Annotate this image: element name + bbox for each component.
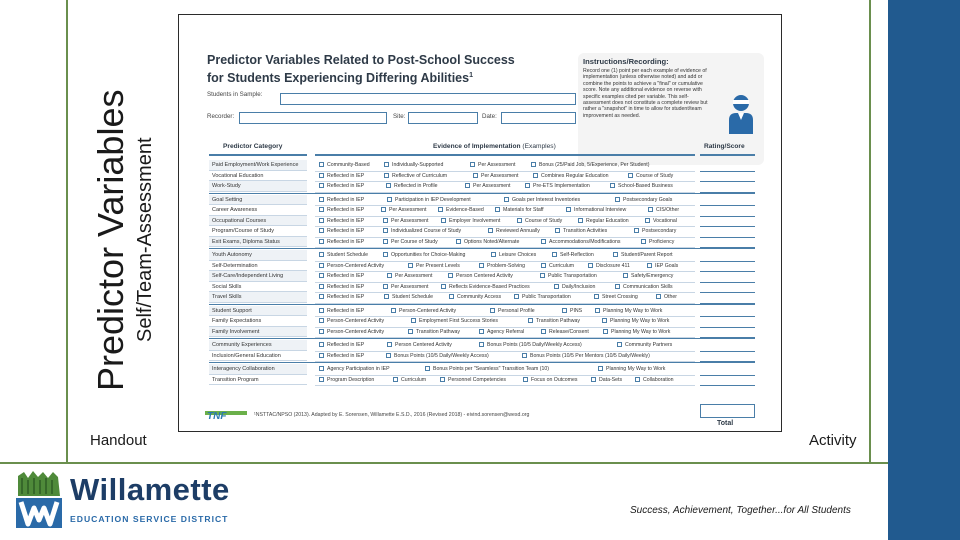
evidence-checkbox[interactable]: Student Schedule <box>384 293 433 301</box>
date-label: Date: <box>482 113 497 120</box>
tnf-logo: TNF <box>207 411 227 422</box>
evidence-checkbox[interactable]: Regular Education <box>578 217 629 225</box>
header-underline-evidence <box>315 154 695 156</box>
evidence-checkbox[interactable]: Program Description <box>319 376 374 384</box>
evidence-checkbox[interactable]: Person-Centered Activity <box>319 317 384 325</box>
frame-line-right <box>869 0 871 462</box>
evidence-checkbox[interactable]: Planning My Way to Work <box>603 328 670 336</box>
evidence-checkbox[interactable]: Participation in IEP Development <box>387 196 471 204</box>
predictor-category: Self-Care/Independent Living <box>209 271 307 282</box>
doc-title-line1: Predictor Variables Related to Post-School Success <box>207 53 515 67</box>
evidence-checkbox[interactable]: Employer Involvement <box>441 217 500 225</box>
evidence-list <box>315 292 695 304</box>
evidence-checkbox[interactable]: Personal Profile <box>490 307 535 315</box>
evidence-checkbox[interactable]: Postsecondary <box>634 227 676 235</box>
evidence-checkbox[interactable]: IEP Goals <box>647 262 678 270</box>
evidence-checkbox[interactable]: Reflected in IEP <box>319 352 364 360</box>
predictor-row <box>179 195 782 206</box>
predictor-row <box>179 261 782 272</box>
evidence-checkbox[interactable]: Student Schedule <box>319 251 368 259</box>
predictor-row <box>179 171 782 182</box>
evidence-checkbox[interactable]: Reflected in IEP <box>319 293 364 301</box>
evidence-checkbox[interactable]: Materials for Staff <box>495 206 544 214</box>
slide-subtitle: Self/Team-Assessment <box>134 137 156 342</box>
doc-title-footnote: 1 <box>469 72 473 79</box>
evidence-checkbox[interactable]: Bonus Points (10/5 Per Mentors (10/5 Daily/Weekly) <box>522 352 650 360</box>
predictor-row <box>179 340 782 351</box>
willamette-tree-w-icon <box>16 470 62 528</box>
evidence-checkbox[interactable]: Agency Participation in IEP <box>319 365 390 373</box>
evidence-checkbox[interactable]: Transition Pathway <box>408 328 460 336</box>
evidence-checkbox[interactable]: Vocational <box>645 217 677 225</box>
predictor-category: Travel Skills <box>209 292 307 303</box>
evidence-checkbox[interactable]: Reflected in IEP <box>319 307 364 315</box>
evidence-checkbox[interactable]: Reflected in IEP <box>319 206 364 214</box>
evidence-checkbox[interactable]: Reflected in IEP <box>319 272 364 280</box>
total-field[interactable] <box>700 404 755 418</box>
evidence-checkbox[interactable]: Bonus Points per "Seamless" Transition Team (10) <box>425 365 549 373</box>
predictor-row <box>179 292 782 303</box>
student-icon <box>727 94 755 134</box>
predictor-category: Vocational Education <box>209 171 307 182</box>
evidence-list <box>315 327 695 339</box>
predictor-category: Transition Program <box>209 375 307 386</box>
predictor-category: Exit Exams, Diploma Status <box>209 237 307 248</box>
col-header-evidence-text: Evidence of Implementation <box>433 143 521 150</box>
evidence-checkbox[interactable]: Data-Sets <box>591 376 622 384</box>
evidence-checkbox[interactable]: Personnel Competencies <box>440 376 506 384</box>
col-header-evidence <box>433 143 556 150</box>
col-header-category: Predictor Category <box>223 143 283 150</box>
evidence-checkbox[interactable]: Opportunities for Choice-Making <box>383 251 465 259</box>
recorder-label: Recorder: <box>207 113 235 120</box>
predictor-category: Social Skills <box>209 282 307 293</box>
evidence-checkbox[interactable]: Person Centered Activity <box>448 272 513 280</box>
evidence-checkbox[interactable]: Public Transportation <box>540 272 597 280</box>
right-accent-bar <box>888 0 960 540</box>
evidence-checkbox[interactable]: Informational Interview <box>566 206 626 214</box>
logo-subtitle: EDUCATION SERVICE DISTRICT <box>70 514 229 524</box>
predictor-variables-handout <box>178 14 782 432</box>
evidence-checkbox[interactable]: Person Centered Activity <box>387 341 452 349</box>
predictor-category: Program/Course of Study <box>209 226 307 237</box>
evidence-checkbox[interactable]: Per Assessment <box>383 283 428 291</box>
evidence-checkbox[interactable]: Per Assessment <box>383 217 428 225</box>
evidence-checkbox[interactable]: Individualized Course of Study <box>383 227 461 235</box>
tagline: Success, Achievement, Together...for All Students <box>630 505 851 516</box>
evidence-checkbox[interactable]: Accommodations/Modifications <box>541 238 621 246</box>
evidence-checkbox[interactable]: Community Partners <box>617 341 672 349</box>
handout-label: Handout <box>90 432 147 449</box>
evidence-checkbox[interactable]: Community-Based <box>319 161 370 169</box>
predictor-row <box>179 160 782 171</box>
predictor-category: Inclusion/General Education <box>209 351 307 362</box>
predictor-row <box>179 216 782 227</box>
predictor-category: Career Awareness <box>209 205 307 216</box>
predictor-category: Self-Determination <box>209 261 307 272</box>
doc-title-line2: for Students Experiencing Differing Abilities <box>207 71 470 86</box>
evidence-checkbox[interactable]: Per Assessment <box>465 182 510 190</box>
predictor-row <box>179 364 782 375</box>
predictor-category: Community Experiences <box>209 340 307 351</box>
evidence-checkbox[interactable]: Agency Referral <box>479 328 524 336</box>
evidence-checkbox[interactable]: Reflects Evidence-Based Practices <box>441 283 530 291</box>
evidence-checkbox[interactable]: Self-Reflection <box>552 251 594 259</box>
evidence-checkbox[interactable]: Reflected in IEP <box>319 172 364 180</box>
evidence-checkbox[interactable]: Reflected in IEP <box>319 182 364 190</box>
evidence-checkbox[interactable]: Postsecondary Goals <box>615 196 672 204</box>
slide-title: Predictor Variables <box>90 89 131 391</box>
evidence-checkbox[interactable]: Proficiency <box>641 238 674 246</box>
predictor-row <box>179 226 782 237</box>
evidence-checkbox[interactable]: Per Assessment <box>381 206 426 214</box>
evidence-checkbox[interactable]: Public Transportation <box>514 293 571 301</box>
activity-label: Activity <box>809 432 857 449</box>
evidence-checkbox[interactable]: Course of Study <box>517 217 562 225</box>
predictor-category: Student Support <box>209 306 307 317</box>
evidence-checkbox[interactable]: Course of Study <box>628 172 673 180</box>
evidence-list <box>315 181 695 193</box>
evidence-checkbox[interactable]: Student/Parent Report <box>613 251 673 259</box>
evidence-checkbox[interactable]: Combines Regular Education <box>533 172 608 180</box>
evidence-list <box>315 351 695 363</box>
predictor-row <box>179 205 782 216</box>
predictor-row <box>179 375 782 386</box>
evidence-checkbox[interactable]: Reflected in IEP <box>319 341 364 349</box>
evidence-checkbox[interactable]: Collaboration <box>635 376 674 384</box>
evidence-checkbox[interactable]: Reflected in IEP <box>319 196 364 204</box>
evidence-checkbox[interactable]: Street Crossing <box>594 293 638 301</box>
evidence-checkbox[interactable]: Per Assessment <box>470 161 515 169</box>
predictor-row <box>179 282 782 293</box>
evidence-checkbox[interactable]: Per Assessment <box>473 172 518 180</box>
evidence-checkbox[interactable]: Daily/Inclusion <box>554 283 595 291</box>
evidence-checkbox[interactable]: Person-Centered Activity <box>319 262 384 270</box>
rating-score-field[interactable] <box>700 292 755 304</box>
evidence-checkbox[interactable]: Curriculum <box>541 262 574 270</box>
evidence-checkbox[interactable]: Per Present Levels <box>408 262 460 270</box>
evidence-checkbox[interactable]: PINS <box>562 307 582 315</box>
date-field[interactable] <box>501 112 576 124</box>
students-label: Students in Sample: <box>207 91 263 98</box>
evidence-checkbox[interactable]: Curriculum <box>393 376 426 384</box>
evidence-checkbox[interactable]: Reflected in Profile <box>386 182 438 190</box>
predictor-row <box>179 271 782 282</box>
predictor-row <box>179 237 782 248</box>
predictor-category: Family Expectations <box>209 316 307 327</box>
predictor-category: Goal Setting <box>209 195 307 206</box>
evidence-checkbox[interactable]: Evidence-Based <box>438 206 484 214</box>
rating-score-field[interactable] <box>700 237 755 249</box>
predictor-row <box>179 351 782 362</box>
evidence-checkbox[interactable]: Goals per Interest Inventories <box>504 196 580 204</box>
group-separator <box>209 304 755 305</box>
evidence-checkbox[interactable]: Bonus Points (10/5 Daily/Weekly Access) <box>479 341 582 349</box>
predictor-category: Work-Study <box>209 181 307 192</box>
evidence-checkbox[interactable]: Reflective of Curriculum <box>384 172 447 180</box>
evidence-checkbox[interactable]: CIS/Other <box>648 206 679 214</box>
group-separator <box>209 248 755 249</box>
predictor-category: Paid Employment/Work Experience <box>209 160 307 171</box>
col-header-evidence-suffix: (Examples) <box>522 143 556 150</box>
evidence-checkbox[interactable]: Other <box>656 293 677 301</box>
predictor-category: Youth Autonomy <box>209 250 307 261</box>
doc-title <box>207 53 577 86</box>
evidence-checkbox[interactable]: Planning My Way to Work <box>598 365 665 373</box>
evidence-checkbox[interactable]: Reflected in IEP <box>319 238 364 246</box>
evidence-checkbox[interactable]: Release/Consent <box>541 328 589 336</box>
header-underline-category <box>209 154 307 156</box>
frame-line-left <box>66 0 68 462</box>
evidence-checkbox[interactable]: Pre-ETS Implementation <box>525 182 590 190</box>
site-label: Site: <box>393 113 406 120</box>
predictor-category: Occupational Courses <box>209 216 307 227</box>
predictor-category: Family Involvement <box>209 327 307 338</box>
evidence-checkbox[interactable]: School-Based Business <box>610 182 673 190</box>
instructions-title: Instructions/Recording: <box>583 57 669 66</box>
evidence-checkbox[interactable]: Reflected in IEP <box>319 217 364 225</box>
evidence-checkbox[interactable]: Safety/Emergency <box>623 272 673 280</box>
frame-line-bottom <box>0 462 888 464</box>
citation: ¹NSTTAC/NPSO (2013). Adapted by E. Sorensen, Willamette E.S.D., 2016 (Revised 2018) - eivind.sorensen@wesd.org <box>254 412 530 418</box>
predictor-row <box>179 327 782 338</box>
rating-score-field[interactable] <box>700 375 755 387</box>
evidence-checkbox[interactable]: Reflected in IEP <box>319 283 364 291</box>
evidence-checkbox[interactable]: Problem-Solving <box>479 262 525 270</box>
rating-score-field[interactable] <box>700 351 755 363</box>
group-separator <box>209 338 755 339</box>
predictor-row <box>179 250 782 261</box>
students-field[interactable] <box>280 93 576 105</box>
predictor-row <box>179 181 782 192</box>
predictor-category: Interagency Collaboration <box>209 364 307 375</box>
evidence-checkbox[interactable]: Disclosure 411 <box>588 262 630 270</box>
evidence-checkbox[interactable]: Leisure Choices <box>491 251 536 259</box>
evidence-checkbox[interactable]: Per Course of Study <box>383 238 438 246</box>
evidence-checkbox[interactable]: Planning My Way to Work <box>595 307 662 315</box>
evidence-checkbox[interactable]: Reviewed Annually <box>488 227 540 235</box>
header-underline-rating <box>700 154 755 156</box>
group-separator <box>209 193 755 194</box>
rating-score-field[interactable] <box>700 181 755 193</box>
evidence-checkbox[interactable]: Reflected in IEP <box>319 227 364 235</box>
evidence-checkbox[interactable]: Transition Pathway <box>528 317 580 325</box>
evidence-checkbox[interactable]: Person-Centered Activity <box>391 307 456 315</box>
evidence-checkbox[interactable]: Bonus (25/Paid Job, 5/Experience, Per Student) <box>531 161 649 169</box>
evidence-checkbox[interactable]: Employment First Success Stories <box>411 317 498 325</box>
total-label: Total <box>717 420 734 427</box>
evidence-list <box>315 375 695 387</box>
evidence-checkbox[interactable]: Options Noted/Alternate <box>456 238 519 246</box>
rating-score-field[interactable] <box>700 327 755 339</box>
evidence-checkbox[interactable]: Bonus Points (10/5 Daily/Weekly Access) <box>386 352 489 360</box>
evidence-checkbox[interactable]: Planning My Way to Work <box>602 317 669 325</box>
evidence-checkbox[interactable]: Community Access <box>449 293 501 301</box>
logo-name: Willamette <box>70 472 230 507</box>
group-separator <box>209 362 755 363</box>
col-header-rating: Rating/Score <box>704 143 745 150</box>
evidence-checkbox[interactable]: Communication Skills <box>615 283 673 291</box>
instructions-body: Record one (1) point per each example of evidence of implementation (unless otherwise noted) and add or combine the points to achieve a "final" or cumulative score. Note any additional evidence on reverse with specific examples cited per variable. This self-assessment does not constitute a complete review but rather a "snapshot" in time to allow for student/team improvement as needed. <box>583 68 708 119</box>
recorder-field[interactable] <box>239 112 387 124</box>
evidence-checkbox[interactable]: Person-Centered Activity <box>319 328 384 336</box>
evidence-checkbox[interactable]: Per Assessment <box>387 272 432 280</box>
site-field[interactable] <box>408 112 478 124</box>
evidence-checkbox[interactable]: Transition Activities <box>555 227 607 235</box>
predictor-row <box>179 316 782 327</box>
evidence-checkbox[interactable]: Individually-Supported <box>384 161 443 169</box>
willamette-logo <box>16 470 262 530</box>
evidence-list <box>315 237 695 249</box>
predictor-row <box>179 306 782 317</box>
evidence-checkbox[interactable]: Focus on Outcomes <box>523 376 577 384</box>
